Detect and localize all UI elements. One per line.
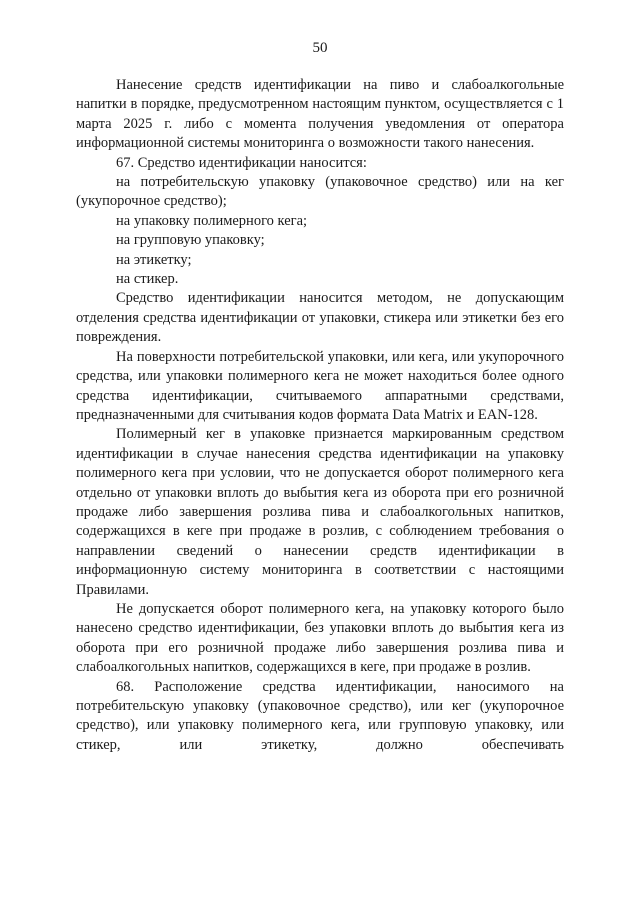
- paragraph-effective-date: Нанесение средств идентификации на пиво и слабоалкогольные напитки в порядке, предусмотренном настоящим пунктом, осуществляется с 1 марта 2025 г. либо с момента получения уведомления от оператора информационной системы мониторинга о возможности такого нанесения.: [76, 77, 564, 152]
- paragraph-polymer-keg-marked: Полимерный кег в упаковке признается маркированным средством идентификации в случае нанесения средства идентификации на упаковку полимерного кега при условии, что не допускается оборот полимерного кега отдельно от упаковки вплоть до выбытия кега из оборота при его розничной продаже либо завершения розлива пива и слабоалкогольных напитков, содержащихся в кеге при продаже в розлив, с соблюдением требования о направлении сведений о нанесении средств идентификации в информационную систему мониторинга в соответствии с настоящими Правилами.: [76, 426, 564, 598]
- list-item-label: на этикетку;: [116, 251, 192, 268]
- paragraph-application-method: Средство идентификации наносится методом, не допускающим отделения средства идентификации от упаковки, стикера или этикетки без его повреждения.: [76, 290, 564, 346]
- list-item-consumer-package: на потребительскую упаковку (упаковочное средство) или на кег (укупорочное средство);: [76, 174, 564, 210]
- paragraph-clause-67: 67. Средство идентификации наносится:: [116, 154, 367, 171]
- page-number: 50: [312, 40, 328, 56]
- list-item-polymer-keg-package: на упаковку полимерного кега;: [116, 212, 308, 229]
- paragraph-clause-68: 68. Расположение средства идентификации, наносимого на потребительскую упаковку (упаковочное средство), или кег (укупорочное средство), или упаковку полимерного кега, или групповую упаковку, или стикер, или этикетку, должно обеспечивать: [76, 678, 564, 753]
- paragraph-circulation-ban: Не допускается оборот полимерного кега, на упаковку которого было нанесено средство идентификации, без упаковки вплоть до выбытия кега из оборота при его розничной продаже либо завершения розлива пива и слабоалкогольных напитков, содержащихся в кеге, при продаже в розлив.: [76, 600, 564, 676]
- list-item-sticker: на стикер.: [116, 271, 179, 288]
- document-body: [76, 76, 564, 755]
- paragraph-single-code: На поверхности потребительской упаковки, или кега, или укупорочного средства, или упаковки полимерного кега не может находиться более одного средства идентификации, считываемого аппаратными средствами, предназначенными для считывания кодов формата Data Matrix и EAN-128.: [76, 348, 564, 423]
- list-item-group-package: на групповую упаковку;: [116, 232, 265, 249]
